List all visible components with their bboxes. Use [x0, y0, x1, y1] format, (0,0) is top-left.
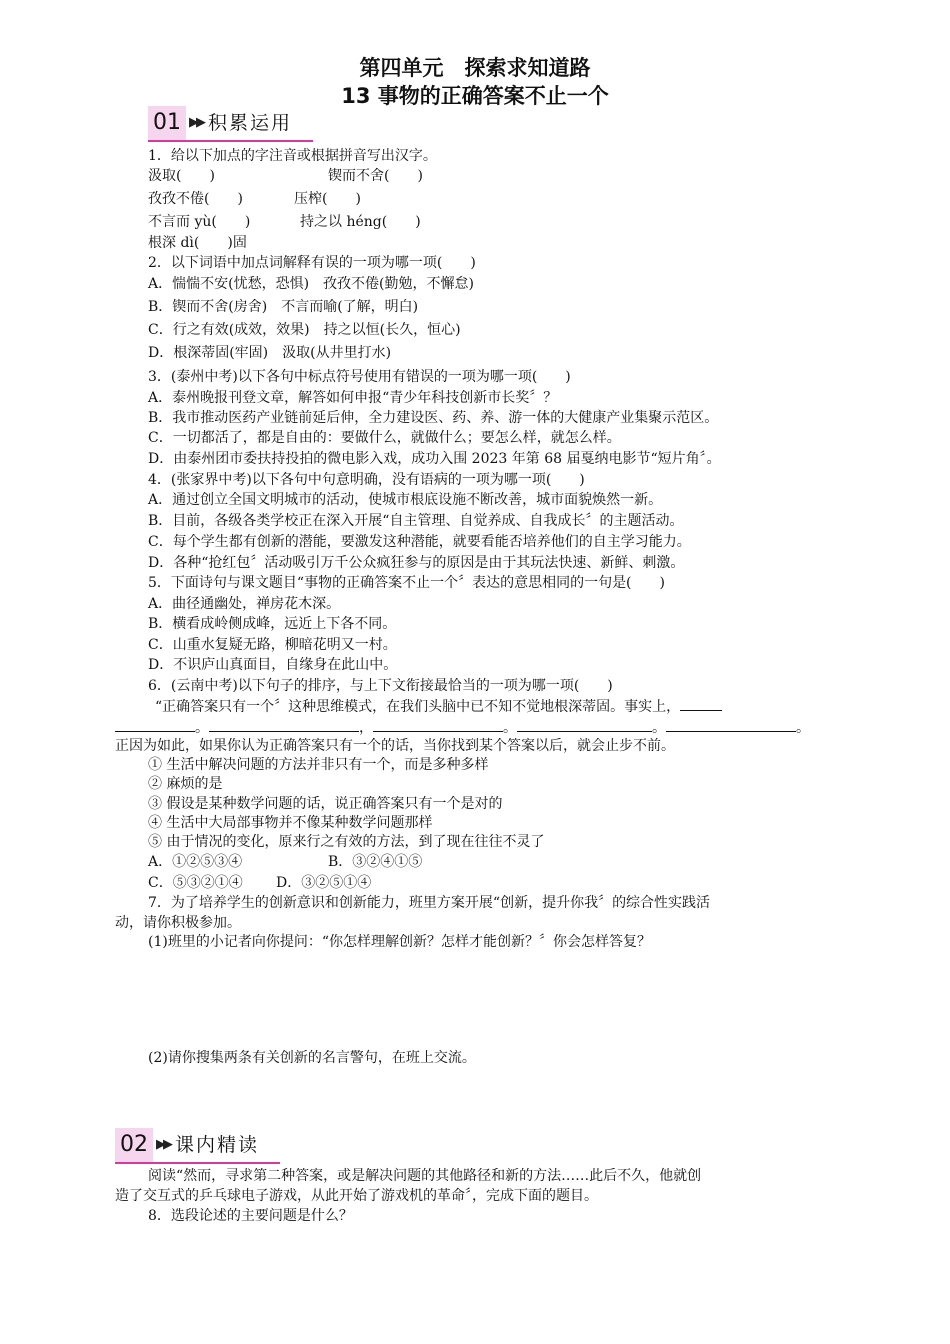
section-rule — [148, 140, 313, 142]
q4-option: A．通过创立全国文明城市的活动，使城市根底设施不断改善，城市面貌焕然一新。 — [148, 492, 663, 508]
q8-stem: 8．选段论述的主要问题是什么？ — [148, 1208, 353, 1224]
q7-part1: (1)班里的小记者向你提问：“你怎样理解创新？怎样才能创新？〞你会怎样答复？ — [148, 934, 651, 950]
blank-line — [666, 717, 796, 732]
lesson-title: 13 事物的正确答案不止一个 — [341, 84, 609, 108]
q7-part2: (2)请你搜集两条有关创新的名言警句，在班上交流。 — [148, 1050, 476, 1066]
q6-option: C．⑤③②①④ — [148, 875, 243, 891]
reading-intro: 阅读“然而，寻求第二种答案，或是解决问题的其他路径和新的方法……此后不久，他就创 — [148, 1168, 702, 1184]
q4-option: D．各种“抢红包〞活动吸引万千公众疯狂参与的原因是由于其玩法快速、新鲜、刺激。 — [148, 555, 685, 571]
q1-item: 汲取( ) — [148, 168, 215, 184]
q2-option: A．惴惴不安(忧愁，恐惧) 孜孜不倦(勤勉，不懈怠) — [148, 276, 474, 292]
q7-stem-cont: 动，请你积极参加。 — [115, 915, 241, 931]
q5-option: A．曲径通幽处，禅房花木深。 — [148, 596, 341, 612]
q5-option: C．山重水复疑无路，柳暗花明又一村。 — [148, 637, 397, 653]
q6-option: A．①②⑤③④ — [148, 854, 243, 870]
q2-option: B．锲而不舍(房舍) 不言而喻(了解，明白) — [148, 299, 419, 315]
q1-item: 不言而 yù( ) — [148, 214, 251, 230]
q6-context-end: 正因为如此，如果你认为正确答案只有一个的话，当你找到某个答案以后，就会止步不前。 — [115, 738, 675, 754]
q1-item: 孜孜不倦( ) — [148, 191, 243, 207]
q6-context — [155, 696, 722, 717]
q6-stem: 6．(云南中考)以下句子的排序，与上下文衔接最恰当的一项为哪一项( ) — [148, 678, 613, 694]
q6-context-start: “正确答案只有一个〞这种思维模式，在我们头脑中已不知不觉地根深蒂固。事实上， — [155, 699, 681, 715]
q6-item: ③ 假设是某种数学问题的话，说正确答案只有一个是对的 — [148, 796, 503, 812]
reading-intro-cont: 造了交互式的乒乓球电子游戏，从此开始了游戏机的革命〞，完成下面的题目。 — [115, 1188, 598, 1204]
double-arrow-icon: ▶▶ — [156, 1137, 170, 1152]
blank-line — [115, 717, 195, 732]
q1-item: 压榨( ) — [294, 191, 361, 207]
q7-stem: 7．为了培养学生的创新意识和创新能力，班里方案开展“创新，提升你我〞的综合性实践活 — [148, 895, 711, 911]
q6-item: ② 麻烦的是 — [148, 776, 223, 792]
section-number: 01 — [148, 106, 186, 140]
q1-stem: 1．给以下加点的字注音或根据拼音写出汉字。 — [148, 148, 437, 164]
q1-item: 根深 dì( )固 — [148, 235, 247, 251]
section-number: 02 — [115, 1128, 153, 1162]
section-rule — [115, 1162, 280, 1164]
q4-option: C．每个学生都有创新的潜能，要激发这种潜能，就要看能否培养他们的自主学习能力。 — [148, 534, 691, 550]
blank-line — [680, 696, 722, 711]
answer-area[interactable] — [115, 1070, 835, 1120]
q3-option: B．我市推动医药产业链前延后伸，全力建设医、药、养、游一体的大健康产业集聚示范区。 — [148, 410, 719, 426]
answer-area[interactable] — [115, 955, 835, 1045]
double-arrow-icon: ▶▶ — [189, 115, 203, 130]
q1-item: 锲而不舍( ) — [328, 168, 423, 184]
q6-item: ④ 生活中大局部事物并不像某种数学问题那样 — [148, 815, 433, 831]
q6-option: B．③②④①⑤ — [328, 854, 423, 870]
section-header-accumulation — [148, 106, 313, 142]
q6-item: ⑤ 由于情况的变化，原来行之有效的方法，到了现在往往不灵了 — [148, 834, 545, 850]
unit-title: 第四单元 探索求知道路 — [359, 56, 591, 80]
blank-line — [209, 717, 359, 732]
q3-option: A．泰州晚报刊登文章，解答如何申报“青少年科技创新市长奖〞？ — [148, 390, 558, 406]
q2-option: D．根深蒂固(牢固) 汲取(从井里打水) — [148, 345, 392, 361]
q5-option: D．不识庐山真面目，自缘身在此山中。 — [148, 657, 398, 673]
blank-line — [373, 717, 503, 732]
q4-stem: 4．(张家界中考)以下各句中句意明确，没有语病的一项为哪一项( ) — [148, 472, 585, 488]
q6-blanks: 。 ， 。 。 。 — [115, 717, 810, 738]
blank-line — [517, 717, 652, 732]
q3-option: C．一切都活了，都是自由的：要做什么，就做什么；要怎么样，就怎么样。 — [148, 430, 621, 446]
q3-option: D．由泰州团市委扶持投拍的微电影入戏，成功入围 2023 年第 68 届戛纳电影节“短片角〞。 — [148, 451, 721, 467]
section-header-reading — [115, 1128, 280, 1164]
q2-stem: 2．以下词语中加点词解释有误的一项为哪一项( ) — [148, 255, 476, 271]
q6-option: D．③②⑤①④ — [276, 875, 372, 891]
section-label: 课内精读 — [175, 1134, 260, 1156]
section-label: 积累运用 — [208, 112, 293, 134]
q3-stem: 3．(泰州中考)以下各句中标点符号使用有错误的一项为哪一项( ) — [148, 369, 571, 385]
q5-stem: 5．下面诗句与课文题目“事物的正确答案不止一个〞表达的意思相同的一句是( ) — [148, 575, 665, 591]
q2-option: C．行之有效(成效，效果) 持之以恒(长久，恒心) — [148, 322, 461, 338]
q6-item: ① 生活中解决问题的方法并非只有一个，而是多种多样 — [148, 757, 489, 773]
q4-option: B．目前，各级各类学校正在深入开展“自主管理、自觉养成、自我成长〞的主题活动。 — [148, 513, 684, 529]
q5-option: B．横看成岭侧成峰，远近上下各不同。 — [148, 616, 397, 632]
q1-item: 持之以 héng( ) — [300, 214, 421, 230]
